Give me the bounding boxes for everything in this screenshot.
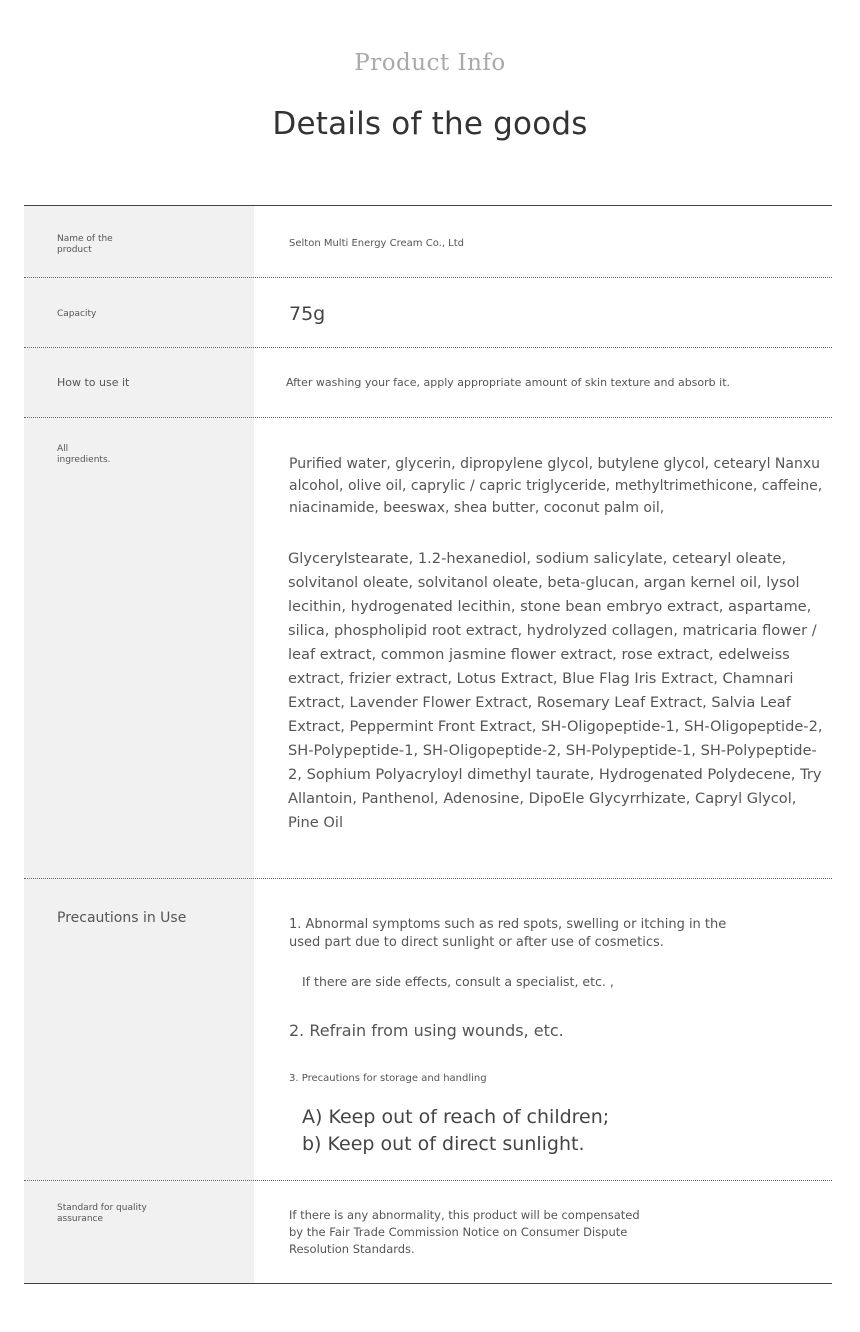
label-cell [24, 418, 254, 879]
row-name [24, 206, 832, 278]
quality-label: Standard for quality assurance [57, 1203, 147, 1224]
how-to-use-value: After washing your face, apply appropriate amount of skin texture and absorb it. [286, 376, 731, 389]
ingredients-label: All ingredients. [57, 444, 111, 465]
quality-value: If there is any abnormality, this product will be compensated by the Fair Trade Commission Notice on Consumer Dispute Resolution Standards. [289, 1208, 640, 1256]
ingredients-paragraph-2: Glycerylstearate, 1.2-hexanediol, sodium salicylate, cetearyl oleate, solvitanol oleate, solvitanol oleate, beta-glucan, argan kernel oil, lysol lecithin, hydrogenated lecithin, stone bean embryo extract, aspartame, silica, phospholipid root extract, hydrolyzed collagen, matricaria flower / leaf extract, common jasmine flower extract, rose extract, edelweiss extract, frizier extract, Lotus Extract, Blue Flag Iris Extract, Chamnari Extract, Lavender Flower Extract, Rosemary Leaf Extract, Salvia Leaf Extract, Peppermint Front Extract, SH-Oligopeptide-1, SH-Oligopeptide-2, SH-Polypeptide-1, SH-Oligopeptide-2, SH-Polypeptide-1, SH-Polypeptide-2, Sophium Polyacryloyl dimethyl taurate, Hydrogenated Polydecene, Try Allantoin, Panthenol, Adenosine, DipoEle Glycyrrhizate, Capryl Glycol, Pine Oil [288, 550, 823, 831]
page-title: Details of the goods [272, 106, 588, 142]
row-how-to-use [24, 348, 832, 418]
name-value: Selton Multi Energy Cream Co., Ltd [289, 238, 465, 249]
precaution-item-2: 2. Refrain from using wounds, etc. [289, 1021, 564, 1040]
precaution-item-1: 1. Abnormal symptoms such as red spots, swelling or itching in the used part due to direct sunlight or after use of cosmetics. [289, 917, 727, 950]
precaution-item-3-a: A) Keep out of reach of children; [302, 1106, 610, 1128]
bottom-rule [24, 1283, 832, 1284]
how-to-use-label: How to use it [57, 376, 130, 389]
row-capacity [24, 278, 832, 348]
overline: Product Info [354, 50, 506, 76]
label-cell [24, 1181, 254, 1283]
precaution-item-3: 3. Precautions for storage and handling [289, 1073, 487, 1084]
precautions-label: Precautions in Use [57, 910, 187, 926]
value-cell [254, 278, 832, 348]
row-ingredients [24, 418, 832, 879]
precaution-item-1-note: If there are side effects, consult a specialist, etc. , [302, 974, 614, 989]
row-quality [24, 1181, 832, 1283]
ingredients-paragraph-1: Purified water, glycerin, dipropylene glycol, butylene glycol, cetearyl Nanxu alcohol, olive oil, caprylic / capric triglyceride, methyltrimethicone, caffeine, niacinamide, beeswax, shea butter, coconut palm oil, [289, 456, 823, 516]
capacity-value: 75g [289, 303, 326, 325]
precaution-item-3-b: b) Keep out of direct sunlight. [302, 1133, 585, 1155]
row-precautions [24, 879, 832, 1181]
capacity-label: Capacity [57, 309, 97, 319]
name-label: Name of the product [57, 234, 113, 255]
